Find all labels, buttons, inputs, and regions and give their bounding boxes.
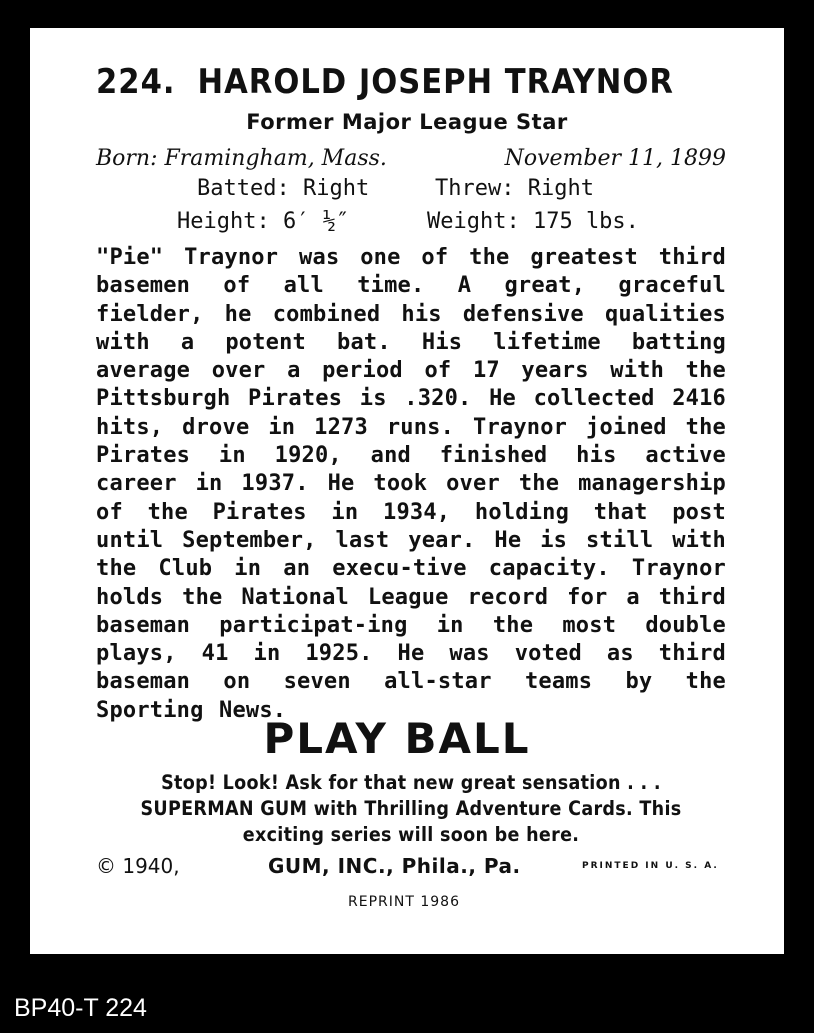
promo-line-1: Stop! Look! Ask for that new great sensation . . . [161, 771, 661, 794]
promo-line-3: exciting series will soon be here. [242, 823, 580, 846]
born-line [96, 146, 726, 171]
promo-text [92, 770, 730, 848]
batted-stat: Batted: Right [197, 176, 370, 201]
weight-stat: Weight: 175 lbs. [427, 209, 639, 234]
play-ball-title: PLAY BALL [263, 714, 531, 763]
printed-in-usa: PRINTED IN U. S. A. [582, 861, 719, 871]
player-name: HAROLD JOSEPH TRAYNOR [197, 62, 674, 102]
card-header [96, 62, 674, 102]
baseball-card-back [30, 28, 784, 954]
player-bio: "Pie" Traynor was one of the greatest third basemen of all time. A great, graceful fielder, he combined his defensive qualities with a potent bat. His lifetime batting average over a period of 17 years with the Pittsburgh Pirates is .320. He collected 2416 hits, drove in 1273 runs. Traynor joined the Pirates in 1920, and finished his active career in 1937. He took over the managership of the Pirates in 1934, holding that post until September, last year. He is still with the Club in an execu-tive capacity. Traynor holds the National League record for a third baseman participat-ing in the most double plays, 41 in 1925. He was voted as third baseman on seven all-star teams by the Sporting News. [96, 245, 726, 723]
born-date: November 11, 1899 [504, 146, 726, 171]
copyright: © 1940, [96, 854, 180, 878]
born-place: Born: Framingham, Mass. [96, 146, 387, 171]
height-stat: Height: 6′ ½″ [177, 209, 350, 234]
catalog-label: BP40-T 224 [14, 994, 147, 1022]
player-subtitle: Former Major League Star [246, 110, 568, 134]
card-number: 224. [96, 62, 176, 102]
reprint-note: REPRINT 1986 [348, 894, 460, 910]
promo-line-2: SUPERMAN GUM with Thrilling Adventure Cards. This [140, 797, 682, 820]
threw-stat: Threw: Right [435, 176, 594, 201]
company-name: GUM, INC., Phila., Pa. [268, 854, 521, 878]
